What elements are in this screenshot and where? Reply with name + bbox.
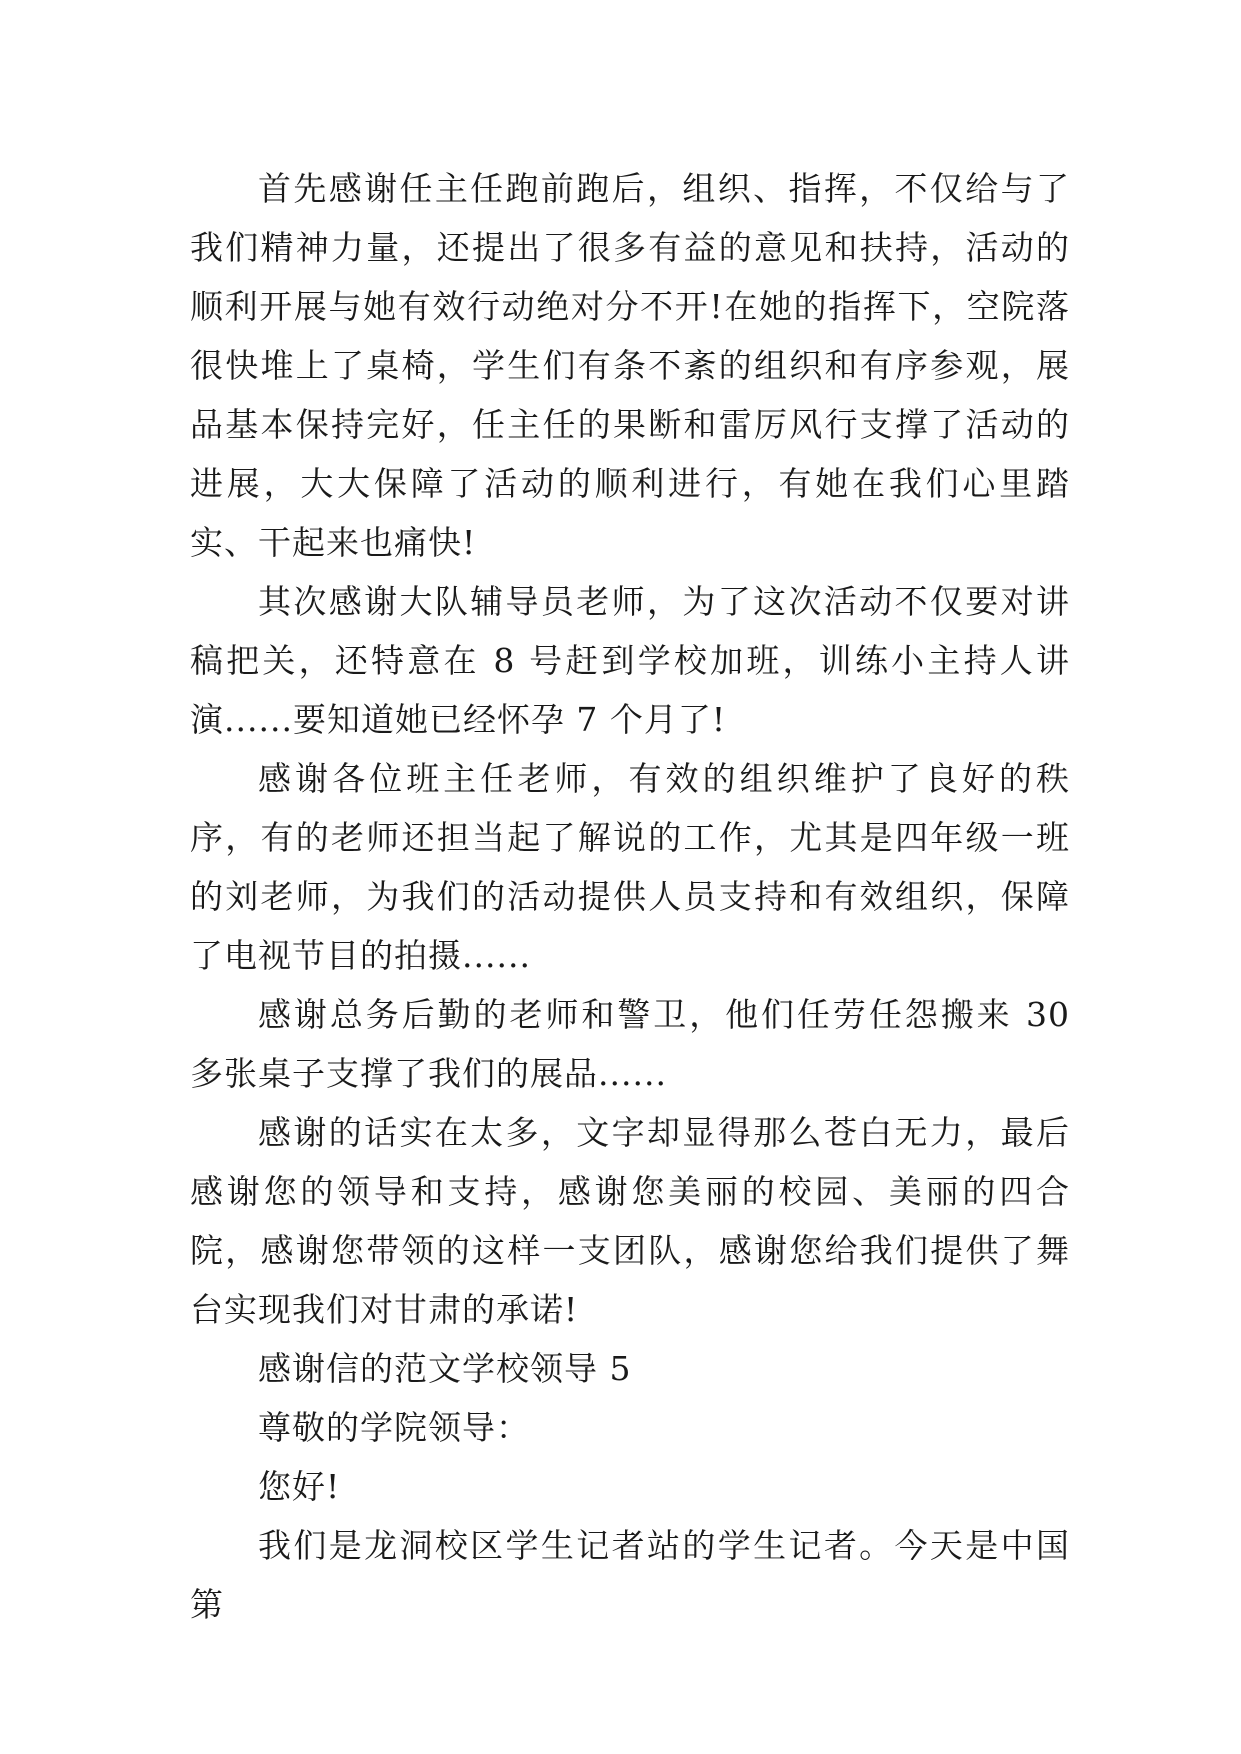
document-body [190,159,1070,1634]
paragraph-thanks-class-teachers: 感谢各位班主任老师，有效的组织维护了良好的秩序，有的老师还担当起了解说的工作，尤其是四年级一班的刘老师，为我们的活动提供人员支持和有效组织，保障了电视节目的拍摄...... [190,759,1070,975]
paragraph-thanks-director: 首先感谢任主任跑前跑后，组织、指挥，不仅给与了我们精神力量，还提出了很多有益的意见和扶持，活动的顺利开展与她有效行动绝对分不开!在她的指挥下，空院落很快堆上了桌椅，学生们有条不紊的组织和有序参观，展品基本保持完好，任主任的果断和雷厉风行支撑了活动的进展，大大保障了活动的顺利进行，有她在我们心里踏实、干起来也痛快! [190,169,1070,562]
section-title: 感谢信的范文学校领导 5 [258,1349,632,1388]
salutation: 尊敬的学院领导： [258,1408,530,1447]
paragraph-introduction: 我们是龙洞校区学生记者站的学生记者。今天是中国第 [190,1526,1070,1624]
paragraph-thanks-logistics: 感谢总务后勤的老师和警卫，他们任劳任怨搬来 30 多张桌子支撑了我们的展品...... [190,995,1070,1093]
paragraph-closing-thanks: 感谢的话实在太多，文字却显得那么苍白无力，最后感谢您的领导和支持，感谢您美丽的校园、美丽的四合院，感谢您带领的这样一支团队，感谢您给我们提供了舞台实现我们对甘肃的承诺! [190,1113,1070,1329]
greeting: 您好! [258,1467,341,1506]
paragraph-thanks-counselor: 其次感谢大队辅导员老师，为了这次活动不仅要对讲稿把关，还特意在 8 号赶到学校加班，训练小主持人讲演......要知道她已经怀孕 7 个月了! [190,582,1070,739]
